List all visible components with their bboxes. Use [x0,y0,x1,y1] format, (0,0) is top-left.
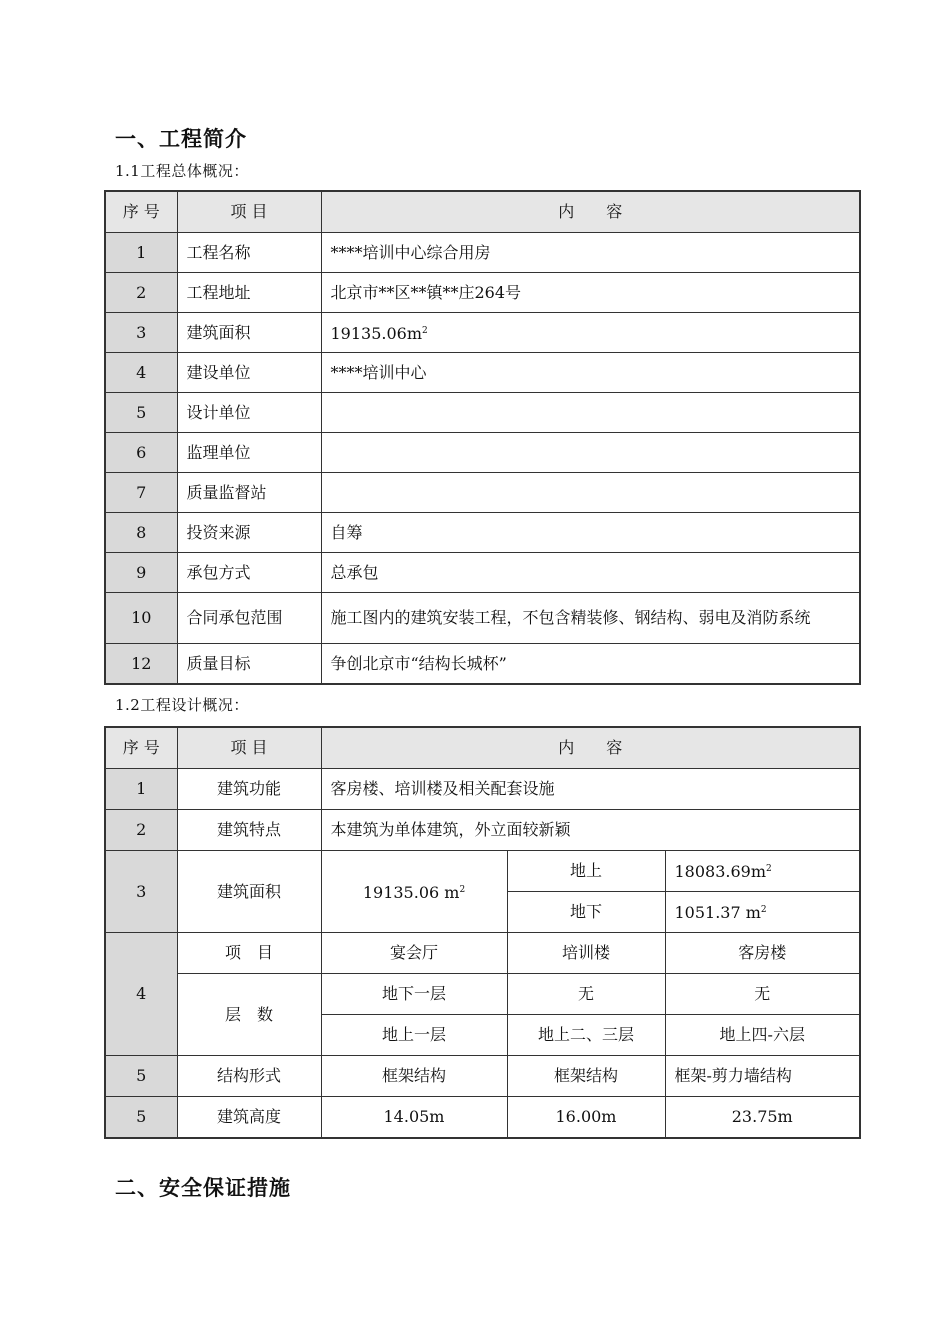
row-content: 自筹 [321,512,860,552]
row-number: 9 [105,552,177,592]
row-number: 1 [105,768,177,809]
floors-label: 层 数 [177,973,321,1055]
unit-superscript: 2 [766,864,772,874]
table-row [105,392,860,432]
subsection-design-overview: 1.2工程设计概况： [115,696,249,714]
total-area [321,850,507,932]
row-item: 投资来源 [177,512,321,552]
item-subheader: 项 目 [177,932,321,973]
row-item: 合同承包范围 [177,592,321,643]
floors-cell: 无 [665,973,860,1014]
row-content: ****培训中心 [321,352,860,392]
below-ground-label: 地下 [507,891,665,932]
row-number: 8 [105,512,177,552]
area-value: 19135.06m [330,323,423,343]
table-row [105,850,860,891]
row-content: 总承包 [321,552,860,592]
row-content: 本建筑为单体建筑，外立面较新颖 [321,809,860,850]
structure-cell: 框架-剪力墙结构 [665,1055,860,1096]
row-item: 质量目标 [177,643,321,684]
table-row [105,552,860,592]
design-overview-table [104,726,861,1139]
unit-superscript: 2 [422,325,428,336]
row-item: 承包方式 [177,552,321,592]
floors-cell: 地上一层 [321,1014,507,1055]
row-item: 建筑高度 [177,1096,321,1138]
above-ground-label: 地上 [507,850,665,891]
row-number: 6 [105,432,177,472]
row-number: 5 [105,392,177,432]
floors-cell: 无 [507,973,665,1014]
table-row [105,472,860,512]
header-content: 内 容 [321,727,860,768]
row-number: 1 [105,232,177,272]
row-number: 3 [105,312,177,352]
above-ground-area [665,850,860,891]
row-item: 建筑面积 [177,850,321,932]
unit-superscript: 2 [760,905,767,915]
header-item: 项 目 [177,191,321,232]
total-area-value: 19135.06 m [362,882,460,902]
subsection-general-overview: 1.1工程总体概况： [115,162,249,180]
row-item: 设计单位 [177,392,321,432]
building-guest-rooms: 客房楼 [665,932,860,973]
table-row [105,272,860,312]
height-cell: 16.00m [507,1096,665,1138]
height-cell: 14.05m [321,1096,507,1138]
row-content: 争创北京市“结构长城杯” [321,643,860,684]
floors-cell: 地上二、三层 [507,1014,665,1055]
row-content: ****培训中心综合用房 [321,232,860,272]
row-number: 2 [105,272,177,312]
floors-cell: 地上四-六层 [665,1014,860,1055]
row-content [321,312,860,352]
table-row [105,973,860,1014]
building-training: 培训楼 [507,932,665,973]
table-header-row [105,727,860,768]
above-ground-value: 18083.69m [674,862,767,881]
height-cell: 23.75m [665,1096,860,1138]
table-row [105,643,860,684]
row-item: 建筑功能 [177,768,321,809]
header-item: 项 目 [177,727,321,768]
structure-cell: 框架结构 [321,1055,507,1096]
row-content: 北京市**区**镇**庄264号 [321,272,860,312]
row-content [321,392,860,432]
table-row [105,1096,860,1138]
row-number: 4 [105,352,177,392]
structure-cell: 框架结构 [507,1055,665,1096]
header-no: 序 号 [105,727,177,768]
floors-cell: 地下一层 [321,973,507,1014]
row-number: 5 [105,1096,177,1138]
section-title-safety: 二、安全保证措施 [115,1176,291,1200]
row-number: 12 [105,643,177,684]
table-row [105,809,860,850]
table-row [105,1055,860,1096]
table-header-row [105,191,860,232]
table-row [105,512,860,552]
building-banquet-hall: 宴会厅 [321,932,507,973]
header-no: 序 号 [105,191,177,232]
table-row [105,432,860,472]
below-ground-area [665,891,860,932]
table-row [105,592,860,643]
row-item: 质量监督站 [177,472,321,512]
row-number: 5 [105,1055,177,1096]
table-row [105,232,860,272]
row-item: 结构形式 [177,1055,321,1096]
header-content: 内 容 [321,191,860,232]
row-item: 建筑特点 [177,809,321,850]
row-item: 建设单位 [177,352,321,392]
row-number: 10 [105,592,177,643]
section-title-overview: 一、工程简介 [115,127,247,151]
table-row [105,352,860,392]
row-item: 建筑面积 [177,312,321,352]
row-content [321,472,860,512]
row-number: 2 [105,809,177,850]
row-item: 监理单位 [177,432,321,472]
row-content: 客房楼、培训楼及相关配套设施 [321,768,860,809]
table-row [105,312,860,352]
below-ground-value: 1051.37 m [674,903,761,922]
row-number: 4 [105,932,177,1055]
row-item: 工程地址 [177,272,321,312]
row-content: 施工图内的建筑安装工程，不包含精装修、钢结构、弱电及消防系统 [321,592,860,643]
table-row [105,932,860,973]
row-number: 3 [105,850,177,932]
row-content [321,432,860,472]
table-row [105,768,860,809]
row-item: 工程名称 [177,232,321,272]
unit-superscript: 2 [459,884,466,895]
row-number: 7 [105,472,177,512]
general-overview-table [104,190,861,685]
